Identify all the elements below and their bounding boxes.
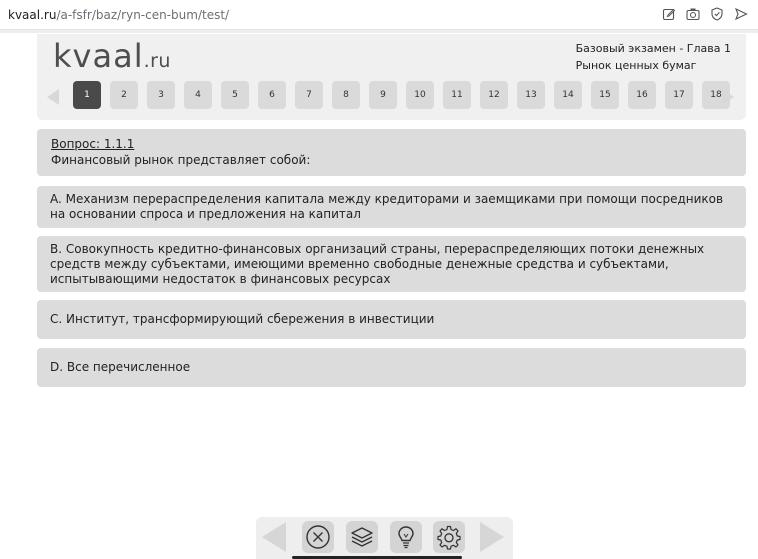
- chapters-button[interactable]: [346, 521, 378, 553]
- url-path: /a-fsfr/baz/ryn-cen-bum/test/: [56, 8, 230, 22]
- page-button-1[interactable]: 1: [73, 81, 101, 109]
- logo-suffix: .ru: [143, 50, 171, 72]
- prev-arrow-icon[interactable]: [262, 522, 286, 552]
- page-button-3[interactable]: 3: [147, 81, 175, 109]
- page-button-11[interactable]: 11: [443, 81, 471, 109]
- answer-text: A. Механизм перераспределения капитала между кредиторами и заемщиками при помощи посредников на основании спроса и предложения на капитал: [50, 192, 724, 221]
- page-button-13[interactable]: 13: [517, 81, 545, 109]
- edit-icon[interactable]: [662, 7, 676, 21]
- pager-pages[interactable]: [73, 81, 722, 111]
- page-button-9[interactable]: 9: [369, 81, 397, 109]
- question-number[interactable]: Вопрос: 1.1.1: [51, 137, 135, 151]
- page-button-14[interactable]: 14: [554, 81, 582, 109]
- exam-subject: Рынок ценных бумаг: [575, 59, 697, 72]
- page-button-17[interactable]: 17: [665, 81, 693, 109]
- bottom-toolbar: [256, 517, 513, 559]
- answer-text: C. Институт, трансформирующий сбережения в инвестиции: [50, 312, 435, 326]
- page-button-16[interactable]: 16: [628, 81, 656, 109]
- page-button-4[interactable]: 4: [184, 81, 212, 109]
- answer-option-c[interactable]: [37, 300, 746, 339]
- hint-button[interactable]: [390, 521, 422, 553]
- browser-url-bar: [0, 0, 758, 30]
- page-button-10[interactable]: 10: [406, 81, 434, 109]
- logo-main: kvaal: [53, 37, 144, 75]
- answer-option-b[interactable]: [37, 236, 746, 292]
- send-icon[interactable]: [734, 7, 748, 21]
- question-card: [37, 129, 746, 176]
- question-pager: [45, 81, 738, 111]
- page-button-18[interactable]: 18: [702, 81, 730, 109]
- pager-prev-arrow-icon[interactable]: [47, 89, 59, 105]
- site-header: [37, 34, 746, 120]
- next-arrow-icon[interactable]: [480, 522, 504, 552]
- answer-text: B. Совокупность кредитно-финансовых организаций страны, перераспределяющих потоки денежных средств между субъектами, имеющими временно свободные денежные средства и субъектами, испытывающими недостаток в финансовых ресурсах: [50, 242, 705, 286]
- page-button-2[interactable]: 2: [110, 81, 138, 109]
- page-button-7[interactable]: 7: [295, 81, 323, 109]
- settings-button[interactable]: [433, 521, 465, 553]
- gear-icon: [436, 524, 462, 550]
- camera-icon[interactable]: [686, 7, 700, 21]
- answer-text: D. Все перечисленное: [50, 360, 191, 374]
- lightbulb-icon: [393, 524, 419, 550]
- page-button-5[interactable]: 5: [221, 81, 249, 109]
- url-host: kvaal.ru: [8, 8, 57, 22]
- page-button-15[interactable]: 15: [591, 81, 619, 109]
- close-circle-icon: [305, 524, 331, 550]
- answer-option-a[interactable]: [37, 186, 746, 228]
- exam-title: Базовый экзамен - Глава 1: [575, 42, 731, 55]
- pager-next-arrow-icon[interactable]: [722, 89, 734, 105]
- site-logo[interactable]: [53, 37, 171, 75]
- divider: [0, 30, 758, 33]
- close-button[interactable]: [302, 521, 334, 553]
- answer-option-d[interactable]: [37, 348, 746, 387]
- url-bar-actions: [662, 7, 748, 21]
- page-button-6[interactable]: 6: [258, 81, 286, 109]
- page-button-12[interactable]: 12: [480, 81, 508, 109]
- page-button-8[interactable]: 8: [332, 81, 360, 109]
- question-text: Финансовый рынок представляет собой:: [51, 153, 311, 167]
- url-text[interactable]: [8, 8, 229, 22]
- exam-info: [576, 40, 731, 74]
- shield-icon[interactable]: [710, 7, 724, 21]
- layers-icon: [349, 524, 375, 550]
